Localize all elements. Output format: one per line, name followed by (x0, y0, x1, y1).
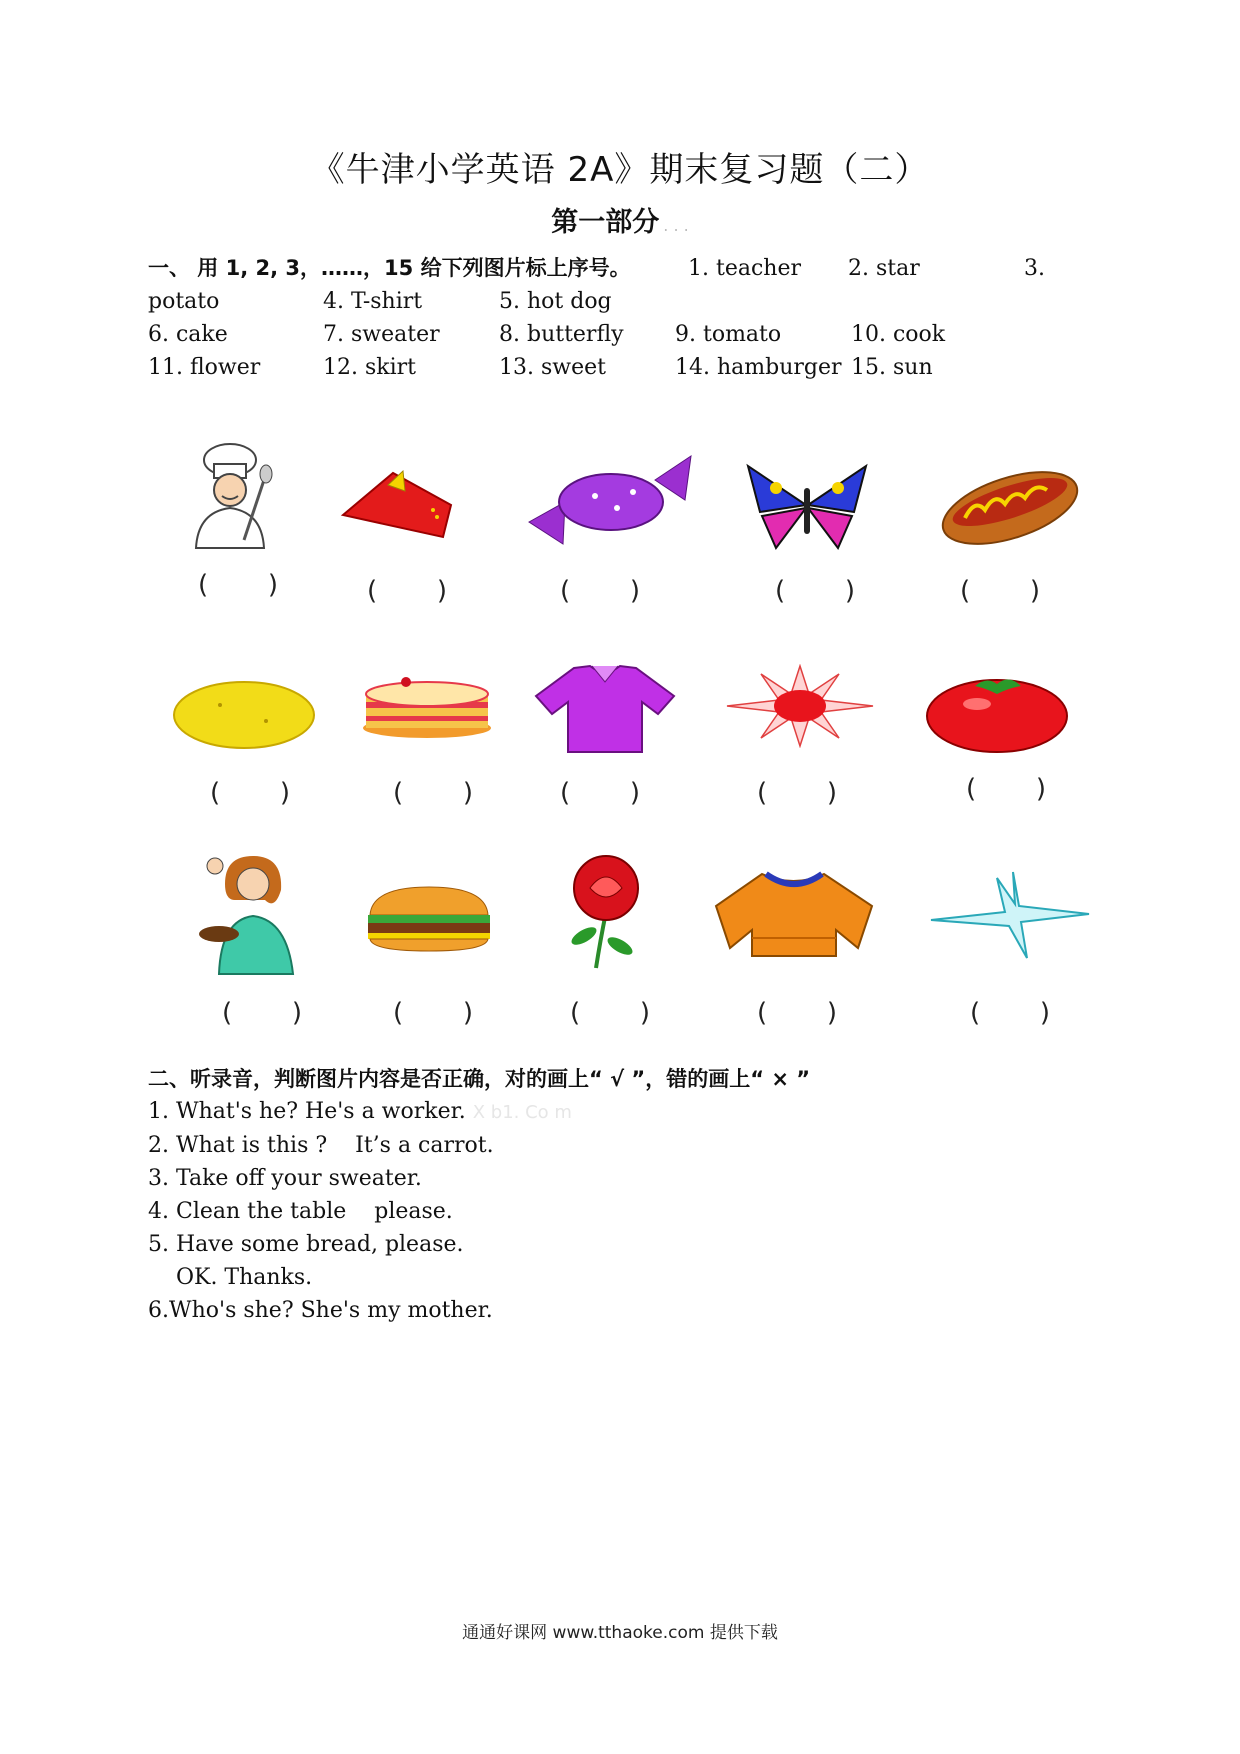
word-14: 14. hamburger (675, 355, 842, 380)
sweater-icon (712, 868, 877, 960)
sweet-icon (525, 452, 695, 547)
word-8: 8. butterfly (499, 322, 624, 347)
page-title: 《牛津小学英语 2A》期末复习题（二） (310, 150, 930, 190)
answer-bracket-15: ( ) (970, 998, 1050, 1028)
answer-bracket-5: ( ) (960, 576, 1040, 606)
answer-bracket-3: ( ) (560, 576, 640, 606)
decorative-dots: . . . (663, 216, 689, 235)
watermark-text: X b1. Co m (472, 1102, 572, 1123)
answer-bracket-14: ( ) (757, 998, 837, 1028)
t-shirt-icon (534, 662, 676, 754)
answer-bracket-9: ( ) (757, 778, 837, 808)
word-7: 7. sweater (323, 322, 440, 347)
answer-bracket-10: ( ) (966, 774, 1046, 804)
butterfly-icon (740, 460, 875, 550)
footer-credit: 通通好课网 www.tthaoke.com 提供下载 (462, 1623, 778, 1643)
word-12: 12. skirt (323, 355, 416, 380)
word-9: 9. tomato (675, 322, 782, 347)
tomato-icon (925, 672, 1070, 754)
listening-line-2: 2. What is this ? It’s a carrot. (148, 1133, 494, 1158)
answer-bracket-13: ( ) (570, 998, 650, 1028)
word-5: 5. hot dog (499, 289, 612, 314)
part1-heading: 一、 用 1, 2, 3，……，15 给下列图片标上序号。 (148, 256, 631, 280)
word-1: 1. teacher (688, 256, 801, 281)
answer-bracket-12: ( ) (393, 998, 473, 1028)
answer-bracket-11: ( ) (222, 998, 302, 1028)
listening-line-5: 5. Have some bread, please. (148, 1232, 464, 1257)
answer-bracket-4: ( ) (775, 576, 855, 606)
word-10: 10. cook (851, 322, 946, 347)
listening-line-4: 4. Clean the table please. (148, 1199, 453, 1224)
answer-bracket-2: ( ) (367, 576, 447, 606)
skirt-icon (333, 465, 463, 545)
word-15: 15. sun (851, 355, 933, 380)
word-3-cont: potato (148, 289, 220, 314)
hot-dog-icon (935, 458, 1085, 548)
word-11: 11. flower (148, 355, 261, 380)
listening-line-6: 6.Who's she? She's my mother. (148, 1298, 493, 1323)
star-icon (925, 870, 1095, 960)
part2-heading: 二、听录音，判断图片内容是否正确，对的画上“ √ ”，错的画上“ × ” (148, 1067, 811, 1091)
word-4: 4. T-shirt (323, 289, 423, 314)
cake-icon (360, 672, 495, 740)
word-2: 2. star (848, 256, 920, 281)
part2-lines (148, 1095, 572, 1327)
hamburger-icon (364, 885, 494, 953)
word-6: 6. cake (148, 322, 228, 347)
answer-bracket-8: ( ) (560, 778, 640, 808)
cook-icon (178, 440, 288, 550)
listening-line-1: 1. What's he? He's a worker. X b1. Co m (148, 1099, 572, 1124)
potato-icon (170, 675, 318, 753)
sun-icon (725, 664, 875, 748)
answer-bracket-7: ( ) (393, 778, 473, 808)
word-3: 3. (1024, 256, 1045, 281)
teacher-icon (195, 850, 310, 975)
part1-block (148, 252, 1108, 384)
answer-bracket-1: ( ) (198, 570, 278, 600)
listening-line-5b: OK. Thanks. (148, 1265, 313, 1290)
flower-icon (560, 852, 650, 970)
subtitle-text: 第一部分 (551, 207, 660, 238)
section-subtitle (0, 200, 1240, 239)
listening-line-3: 3. Take off your sweater. (148, 1166, 422, 1191)
answer-bracket-6: ( ) (210, 778, 290, 808)
word-13: 13. sweet (499, 355, 606, 380)
